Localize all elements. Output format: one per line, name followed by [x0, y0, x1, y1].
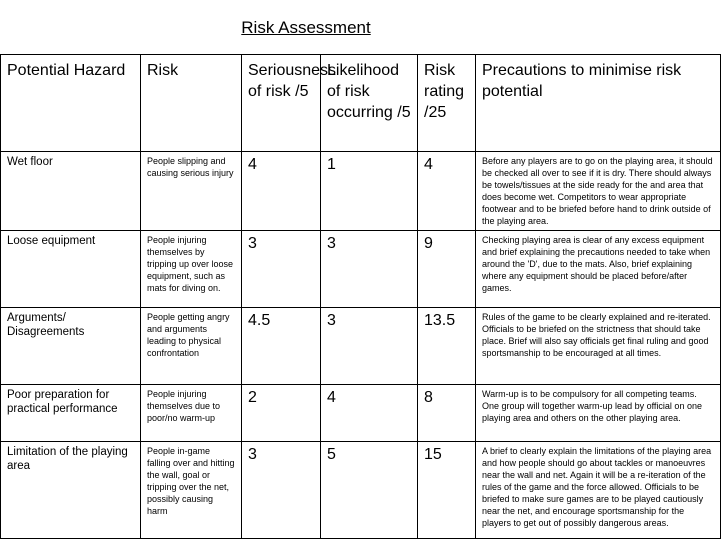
hazard-cell: Arguments/ Disagreements [1, 308, 141, 385]
hazard-cell: Wet floor [1, 152, 141, 231]
header-potential-hazard: Potential Hazard [1, 55, 141, 152]
risk-cell: People slipping and causing serious injury [141, 152, 242, 231]
precautions-cell: Before any players are to go on the playing area, it should be checked all over to see if it is dry. There should always be towels/tissues at the side ready for the and area that does become wet. Competitors to wear appropriate footwear and to be briefed before hand to drink outside of the playing area. [476, 152, 721, 231]
table-row [1, 385, 721, 442]
rating-cell: 13.5 [418, 308, 476, 385]
hazard-cell: Limitation of the playing area [1, 442, 141, 539]
likelihood-cell: 3 [321, 231, 418, 308]
header-precautions: Precautions to minimise risk potential [476, 55, 721, 152]
hazard-cell: Loose equipment [1, 231, 141, 308]
likelihood-cell: 5 [321, 442, 418, 539]
risk-cell: People injuring themselves by tripping up over loose equipment, such as mats for diving on. [141, 231, 242, 308]
rating-cell: 8 [418, 385, 476, 442]
header-risk: Risk [141, 55, 242, 152]
hazard-cell: Poor preparation for practical performance [1, 385, 141, 442]
table-row [1, 152, 721, 231]
rating-cell: 4 [418, 152, 476, 231]
header-seriousness: Seriousness of risk /5 [242, 55, 321, 152]
precautions-cell: Checking playing area is clear of any excess equipment and brief explaining the precautions needed to take when around the 'D', due to the mats. Also, brief explaining where any equipment should be placed before/after games. [476, 231, 721, 308]
rating-cell: 9 [418, 231, 476, 308]
document-title: Risk Assessment [241, 18, 371, 37]
seriousness-cell: 4.5 [242, 308, 321, 385]
seriousness-cell: 4 [242, 152, 321, 231]
likelihood-cell: 4 [321, 385, 418, 442]
risk-assessment-table [0, 54, 721, 539]
precautions-cell: Rules of the game to be clearly explained and re-iterated. Officials to be briefed on the strictness that should take place. Brief will also say officials get final ruling and good sportsmanship to be encouraged at all times. [476, 308, 721, 385]
risk-cell: People getting angry and arguments leading to physical confrontation [141, 308, 242, 385]
header-risk-rating: Risk rating /25 [418, 55, 476, 152]
precautions-cell: A brief to clearly explain the limitations of the playing area and how people should go about tackles or manoeuvres near the wall and net. Again it will be a re-iteration of the rules of the game and the force allowed. Officials to be briefed to make sure games are to be played cautiously near the net, and encourage sportsmanship for the players to get out of possibly dangerous areas. [476, 442, 721, 539]
table-row [1, 231, 721, 308]
seriousness-cell: 3 [242, 231, 321, 308]
header-likelihood: Likelihood of risk occurring /5 [321, 55, 418, 152]
rating-cell: 15 [418, 442, 476, 539]
likelihood-cell: 3 [321, 308, 418, 385]
risk-cell: People injuring themselves due to poor/no warm-up [141, 385, 242, 442]
risk-cell: People in-game falling over and hitting the wall, goal or tripping over the net, possibly causing harm [141, 442, 242, 539]
header-row [1, 55, 721, 152]
seriousness-cell: 2 [242, 385, 321, 442]
table-row [1, 308, 721, 385]
table-row [1, 442, 721, 539]
seriousness-cell: 3 [242, 442, 321, 539]
likelihood-cell: 1 [321, 152, 418, 231]
precautions-cell: Warm-up is to be compulsory for all competing teams. One group will together warm-up lead by official on one playing area and others on the other playing area. [476, 385, 721, 442]
